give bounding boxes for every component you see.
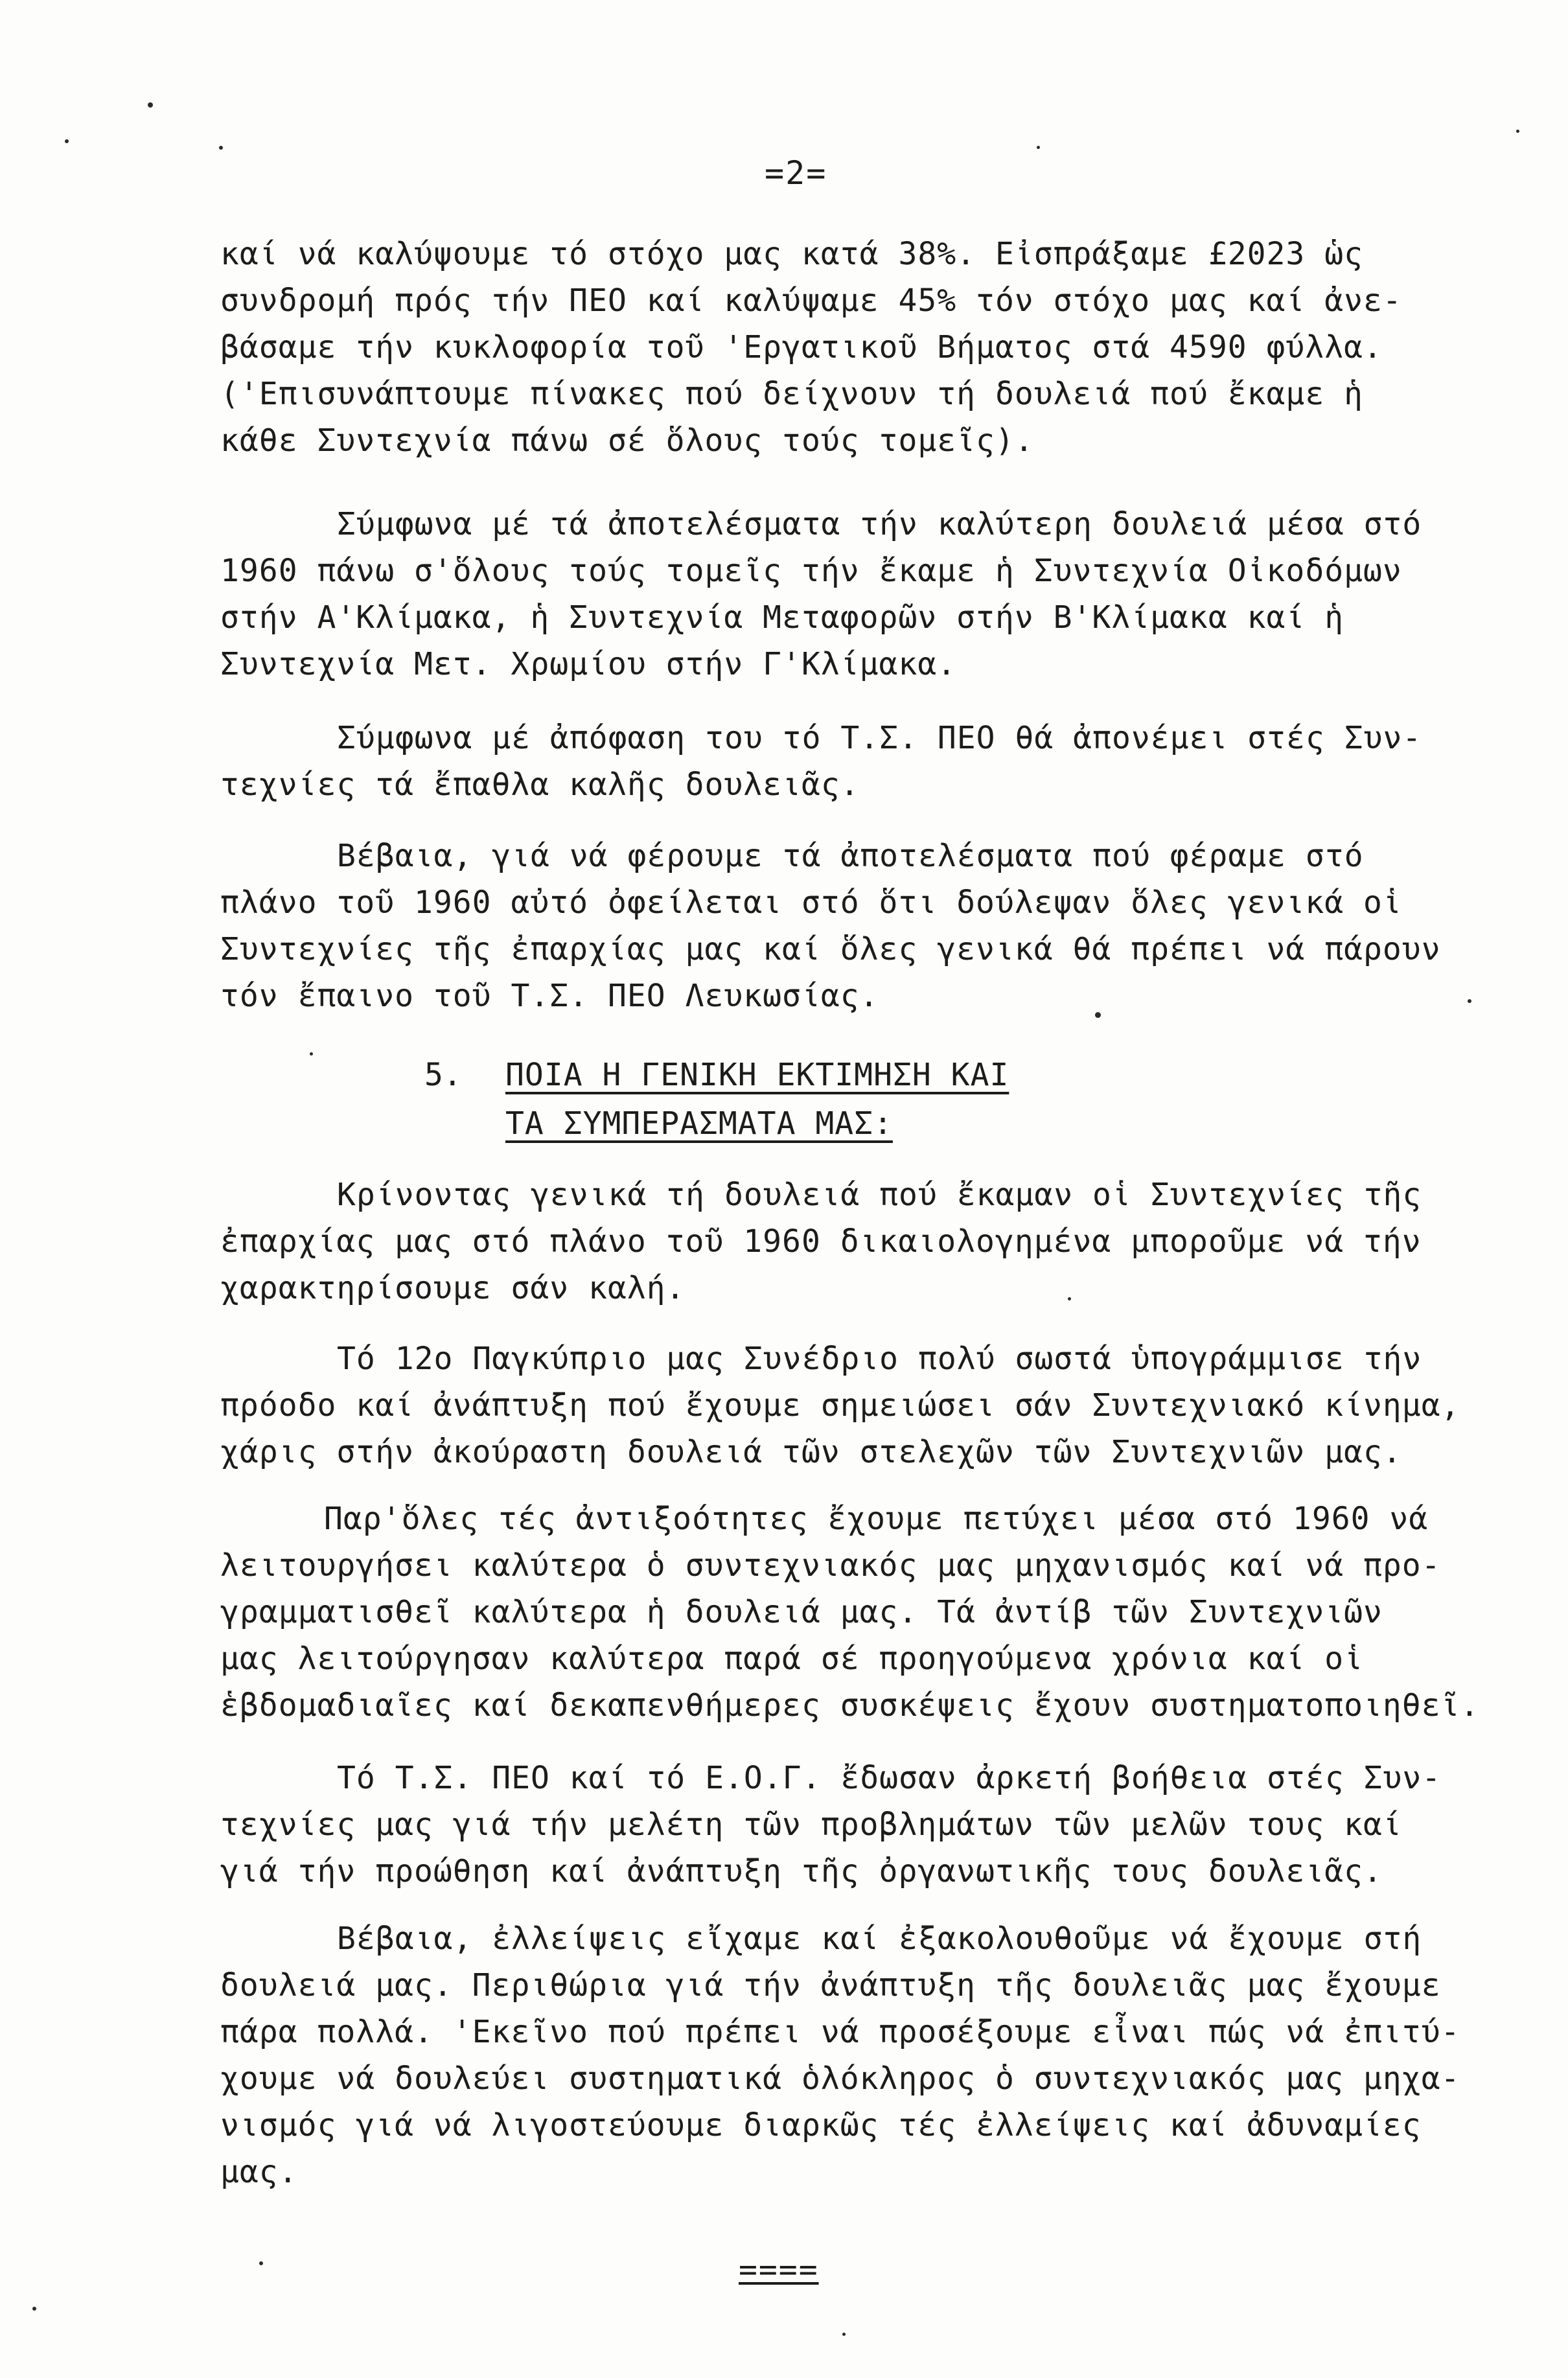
end-mark: ==== xyxy=(739,2252,819,2288)
paragraph-2-line-1: Σύμφωνα μέ τά ἀποτελέσματα τήν καλύτερη δουλειά μέσα στό xyxy=(337,506,1422,542)
paragraph-2-line-2: 1960 πάνω σ'ὅλους τούς τομεῖς τήν ἔκαμε ἡ Συντεχνία Οἰκοδόμων xyxy=(220,553,1402,589)
section-heading-line-1: ΠΟΙΑ Η ΓΕΝΙΚΗ ΕΚΤΙΜΗΣΗ ΚΑΙ xyxy=(505,1057,1009,1093)
paragraph-9-line-2: δουλειά μας. Περιθώρια γιά τήν ἀνάπτυξη τῆς δουλειᾶς μας ἔχουμε xyxy=(220,1967,1441,2003)
paragraph-4-line-1: Βέβαια, γιά νά φέρουμε τά ἀποτελέσματα πού φέραμε στό xyxy=(337,838,1364,874)
scan-speck xyxy=(1468,999,1471,1003)
paragraph-5-line-1: Κρίνοντας γενικά τή δουλειά πού ἔκαμαν οἱ Συντεχνίες τῆς xyxy=(337,1177,1422,1213)
paragraph-7-line-1: Παρ'ὅλες τές ἀντιξοότητες ἔχουμε πετύχει μέσα στό 1960 νά xyxy=(324,1501,1429,1537)
paragraph-5-line-2: ἐπαρχίας μας στό πλάνο τοῦ 1960 δικαιολογημένα μποροῦμε νά τήν xyxy=(220,1223,1422,1260)
paragraph-4-line-3: Συντεχνίες τῆς ἐπαρχίας μας καί ὅλες γενικά θά πρέπει νά πάρουν xyxy=(220,931,1441,967)
paragraph-7-line-4: μας λειτούργησαν καλύτερα παρά σέ προηγούμενα χρόνια καί οἱ xyxy=(220,1641,1364,1677)
scan-speck xyxy=(32,2307,36,2311)
paragraph-8-line-2: τεχνίες μας γιά τήν μελέτη τῶν προβλημάτων τῶν μελῶν τους καί xyxy=(220,1807,1402,1843)
paragraph-6-line-2: πρόοδο καί ἀνάπτυξη πού ἔχουμε σημειώσει σάν Συντεχνιακό κίνημα, xyxy=(220,1387,1460,1424)
page-number: =2= xyxy=(765,154,827,192)
paragraph-1-line-1: καί νά καλύψουμε τό στόχο μας κατά 38%. Εἰσπράξαμε £2023 ὡς xyxy=(220,236,1364,272)
paragraph-4-line-2: πλάνο τοῦ 1960 αὐτό ὀφείλεται στό ὅτι δούλεψαν ὅλες γενικά οἱ xyxy=(220,884,1402,921)
scan-speck xyxy=(148,102,153,108)
paragraph-9-line-5: νισμός γιά νά λιγοστεύουμε διαρκῶς τές ἐλλείψεις καί ἀδυναμίες xyxy=(220,2107,1422,2143)
scan-speck xyxy=(842,2333,846,2336)
paragraph-1-line-5: κάθε Συντεχνία πάνω σέ ὅλους τούς τομεῖς). xyxy=(220,422,1034,459)
paragraph-4-line-4: τόν ἔπαινο τοῦ Τ.Σ. ΠΕΟ Λευκωσίας. xyxy=(220,978,879,1014)
paragraph-3-line-2: τεχνίες τά ἔπαθλα καλῆς δουλειᾶς. xyxy=(220,767,860,803)
scan-speck xyxy=(1037,146,1040,149)
scan-speck xyxy=(1068,1297,1071,1300)
paragraph-3-line-1: Σύμφωνα μέ ἀπόφαση του τό Τ.Σ. ΠΕΟ θά ἀπονέμει στές Συν- xyxy=(337,720,1422,756)
paragraph-5-line-3: χαρακτηρίσουμε σάν καλή. xyxy=(220,1270,686,1306)
paragraph-8-line-3: γιά τήν προώθηση καί ἀνάπτυξη τῆς ὀργανωτικῆς τους δουλειᾶς. xyxy=(220,1853,1383,1889)
scan-speck xyxy=(65,139,69,143)
section-number: 5. xyxy=(424,1057,462,1093)
paragraph-1-line-2: συνδρομή πρός τήν ΠΕΟ καί καλύψαμε 45% τόν στόχο μας καί ἀνε- xyxy=(220,283,1402,319)
paragraph-7-line-5: ἑβδομαδιαῖες καί δεκαπενθήμερες συσκέψεις ἔχουν συστηματοποιηθεῖ. xyxy=(220,1687,1480,1724)
paragraph-6-line-3: χάρις στήν ἀκούραστη δουλειά τῶν στελεχῶν τῶν Συντεχνιῶν μας. xyxy=(220,1434,1402,1470)
paragraph-6-line-1: Τό 12ο Παγκύπριο μας Συνέδριο πολύ σωστά ὑπογράμμισε τήν xyxy=(337,1341,1422,1377)
paragraph-9-line-1: Βέβαια, ἐλλείψεις εἴχαμε καί ἐξακολουθοῦμε νά ἔχουμε στή xyxy=(337,1921,1422,1957)
paragraph-1-line-4: ('Επισυνάπτουμε πίνακες πού δείχνουν τή δουλειά πού ἔκαμε ἡ xyxy=(220,376,1364,412)
scan-speck xyxy=(259,2261,263,2265)
paragraph-1-line-3: βάσαμε τήν κυκλοφορία τοῦ 'Εργατικοῦ Βήματος στά 4590 φύλλα. xyxy=(220,329,1383,365)
scan-speck xyxy=(1516,130,1519,133)
paragraph-9-line-6: μας. xyxy=(220,2154,298,2190)
scan-speck xyxy=(219,146,223,150)
paragraph-8-line-1: Τό Τ.Σ. ΠΕΟ καί τό Ε.Ο.Γ. ἔδωσαν ἀρκετή βοήθεια στές Συν- xyxy=(337,1760,1442,1796)
scan-speck xyxy=(1095,1012,1101,1018)
paragraph-7-line-2: λειτουργήσει καλύτερα ὁ συντεχνιακός μας μηχανισμός καί νά προ- xyxy=(220,1547,1441,1584)
scan-speck xyxy=(310,1052,313,1056)
paragraph-2-line-3: στήν Α'Κλίμακα, ἡ Συντεχνία Μεταφορῶν στήν Β'Κλίμακα καί ἡ xyxy=(220,599,1344,636)
paragraph-9-line-4: χουμε νά δουλεύει συστηματικά ὁλόκληρος ὁ συντεχνιακός μας μηχα- xyxy=(220,2061,1460,2097)
paragraph-7-line-3: γραμματισθεῖ καλύτερα ἡ δουλειά μας. Τά ἀντίβ τῶν Συντεχνιῶν xyxy=(220,1594,1383,1630)
paragraph-9-line-3: πάρα πολλά. 'Εκεῖνο πού πρέπει νά προσέξουμε εἶναι πώς νά ἐπιτύ- xyxy=(220,2014,1460,2050)
paragraph-2-line-4: Συντεχνία Μετ. Χρωμίου στήν Γ'Κλίμακα. xyxy=(220,646,957,682)
section-heading-line-2: ΤΑ ΣΥΜΠΕΡΑΣΜΑΤΑ ΜΑΣ: xyxy=(505,1105,893,1142)
